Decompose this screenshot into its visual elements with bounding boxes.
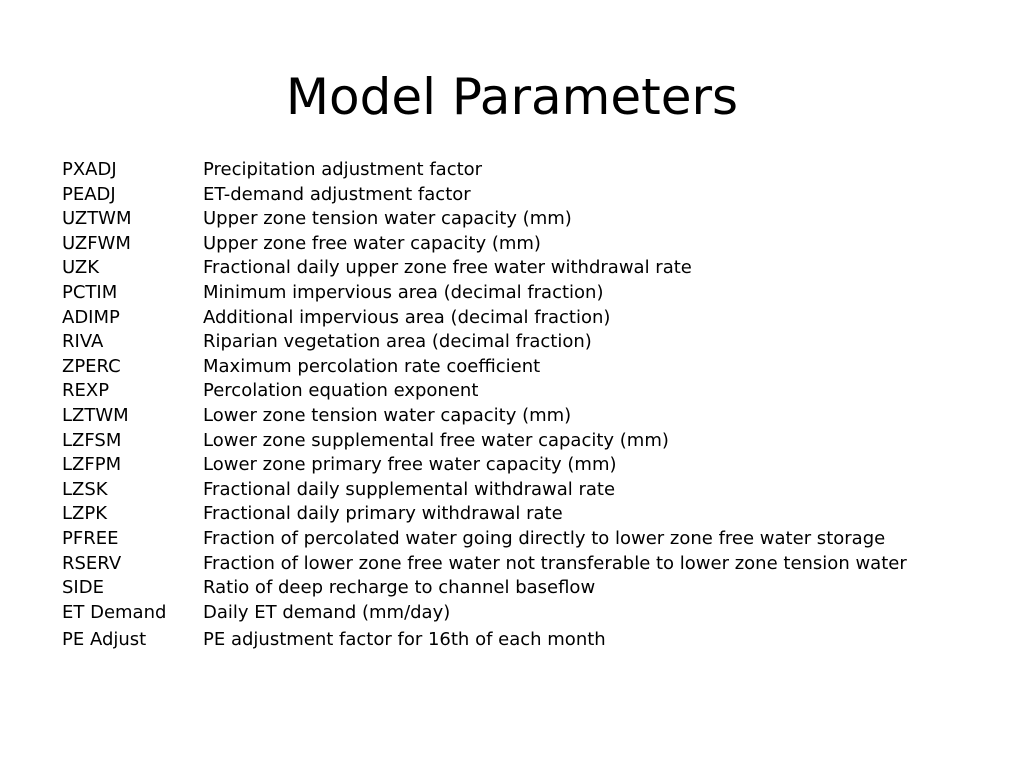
parameter-code: PE Adjust (62, 629, 147, 651)
table-row (62, 207, 962, 232)
parameter-code: ADIMP (62, 306, 120, 328)
table-row (62, 232, 962, 257)
table-row (62, 256, 962, 281)
table-row (62, 576, 962, 601)
parameter-description: Fraction of percolated water going directly to lower zone free water storage (203, 527, 886, 549)
table-row (62, 379, 962, 404)
parameter-code: UZTWM (62, 208, 132, 230)
table-row (62, 552, 962, 577)
table-row (62, 281, 962, 306)
parameter-code: UZFWM (62, 232, 131, 254)
parameter-description: Fractional daily primary withdrawal rate (203, 503, 563, 525)
table-row (62, 306, 962, 331)
table-row (62, 527, 962, 552)
parameter-description: Minimum impervious area (decimal fraction) (203, 281, 604, 303)
parameter-description: Lower zone supplemental free water capacity (mm) (203, 429, 669, 451)
parameter-code: ET Demand (62, 601, 167, 623)
parameter-code: REXP (62, 380, 110, 402)
table-row (62, 330, 962, 355)
parameter-description: ET-demand adjustment factor (203, 183, 471, 205)
parameter-description: Maximum percolation rate coefficient (203, 355, 541, 377)
parameter-code: ZPERC (62, 355, 121, 377)
table-row (62, 355, 962, 380)
parameter-description: Additional impervious area (decimal fraction) (203, 306, 611, 328)
parameter-description: Daily ET demand (mm/day) (203, 601, 451, 623)
table-row (62, 502, 962, 527)
table-row (62, 478, 962, 503)
parameter-description: Lower zone tension water capacity (mm) (203, 404, 572, 426)
parameter-code: LZPK (62, 503, 108, 525)
parameter-code: RIVA (62, 331, 104, 353)
parameter-code: LZFPM (62, 454, 122, 476)
parameter-code: LZSK (62, 478, 108, 500)
table-row (62, 158, 962, 183)
parameter-description: Percolation equation exponent (203, 380, 479, 402)
parameter-code: RSERV (62, 552, 122, 574)
parameter-code: PCTIM (62, 281, 118, 303)
parameter-code: SIDE (62, 577, 104, 599)
table-row (62, 404, 962, 429)
table-row (62, 183, 962, 208)
parameter-description: Ratio of deep recharge to channel baseflow (203, 577, 596, 599)
parameter-description: Precipitation adjustment factor (203, 159, 483, 180)
parameter-code: LZFSM (62, 429, 122, 451)
parameter-code: PXADJ (62, 159, 117, 180)
table-row (62, 625, 962, 653)
parameter-description: Fractional daily upper zone free water withdrawal rate (203, 257, 692, 279)
parameter-description: Fraction of lower zone free water not transferable to lower zone tension water (203, 552, 907, 574)
parameter-description: Fractional daily supplemental withdrawal rate (203, 478, 616, 500)
parameter-code: PFREE (62, 527, 119, 549)
parameter-table (62, 158, 962, 653)
table-row (62, 453, 962, 478)
parameter-description: Upper zone free water capacity (mm) (203, 232, 541, 254)
parameter-code: UZK (62, 257, 99, 279)
parameter-description: Riparian vegetation area (decimal fraction) (203, 331, 592, 353)
parameter-code: PEADJ (62, 183, 116, 205)
table-row (62, 601, 962, 626)
parameter-description: Upper zone tension water capacity (mm) (203, 208, 572, 230)
table-row (62, 429, 962, 454)
parameter-code: LZTWM (62, 404, 129, 426)
parameter-description: PE adjustment factor for 16th of each month (203, 629, 606, 651)
slide-title: Model Parameters (285, 68, 739, 126)
parameter-description: Lower zone primary free water capacity (mm) (203, 454, 617, 476)
